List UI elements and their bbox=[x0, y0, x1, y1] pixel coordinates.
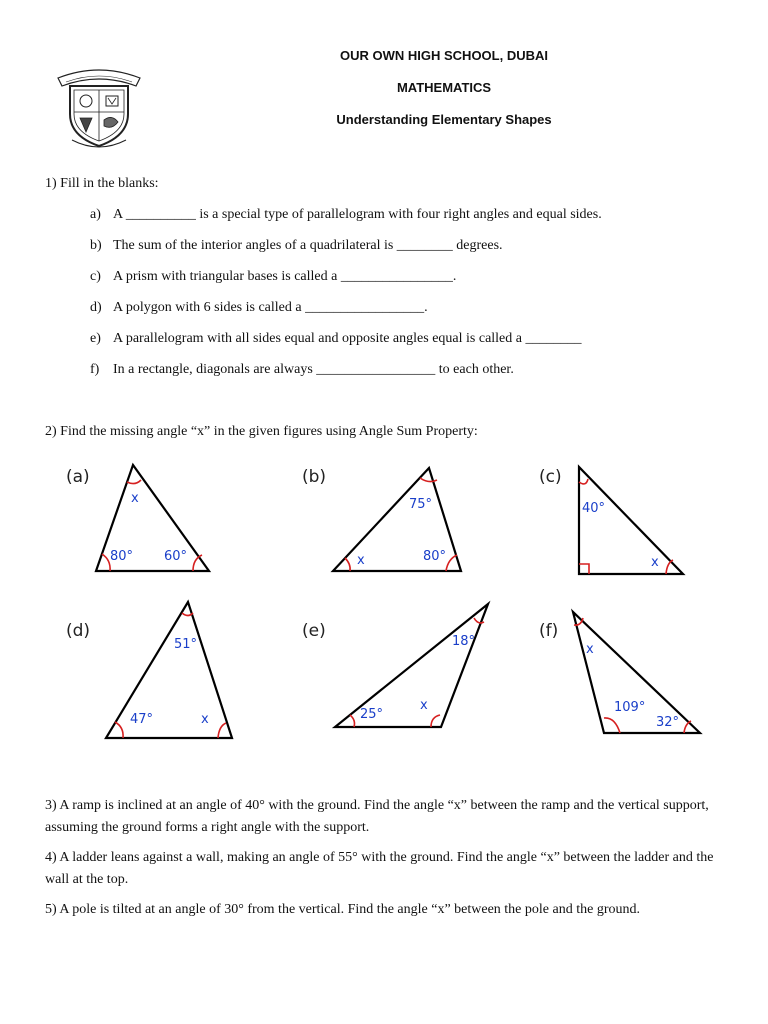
angle-label: 60° bbox=[164, 549, 188, 564]
figure-label-a: (a) bbox=[66, 467, 90, 487]
q4-text: 4) A ladder leans against a wall, making an angle of 55° with the ground. Find the angle “x” between the ladder and the wall at the top. bbox=[45, 850, 714, 887]
angle-arc bbox=[345, 558, 350, 571]
q1-item-f bbox=[90, 362, 514, 378]
triangle-d bbox=[106, 602, 232, 738]
figure-label-b: (b) bbox=[302, 467, 327, 487]
item-label: f) bbox=[90, 362, 100, 377]
figure-label-f: (f) bbox=[539, 621, 559, 641]
triangle-figures bbox=[0, 455, 768, 755]
item-text: A prism with triangular bases is called a ________________. bbox=[113, 269, 457, 284]
angle-arc bbox=[102, 554, 110, 571]
angle-label: 75° bbox=[409, 497, 433, 512]
topic-title: Understanding Elementary Shapes bbox=[336, 112, 552, 127]
angle-label: x bbox=[420, 698, 428, 713]
item-text: A parallelogram with all sides equal and opposite angles equal is called a ________ bbox=[113, 331, 582, 346]
q3-text: 3) A ramp is inclined at an angle of 40° with the ground. Find the angle “x” between the ramp and the vertical support, assuming the ground forms a right angle with the support. bbox=[45, 798, 709, 835]
q1-item-e bbox=[90, 331, 582, 347]
angle-arc bbox=[350, 715, 355, 727]
item-label: b) bbox=[90, 238, 102, 253]
school-name: OUR OWN HIGH SCHOOL, DUBAI bbox=[340, 48, 548, 63]
item-label: e) bbox=[90, 331, 101, 346]
item-label: a) bbox=[90, 207, 101, 222]
q1-item-d bbox=[90, 300, 428, 316]
angle-label: x bbox=[201, 712, 209, 727]
q1-item-b bbox=[90, 238, 503, 254]
angle-label: 80° bbox=[110, 549, 134, 564]
angle-arc bbox=[431, 715, 440, 727]
angle-label: x bbox=[357, 553, 365, 568]
school-crest-icon bbox=[52, 60, 146, 152]
angle-label: 18° bbox=[452, 634, 476, 649]
angle-label: 40° bbox=[582, 501, 606, 516]
triangle-e bbox=[335, 604, 488, 727]
figure-label-e: (e) bbox=[302, 621, 326, 641]
angle-label: 47° bbox=[130, 712, 154, 727]
angle-arc bbox=[218, 723, 226, 738]
figure-label-c: (c) bbox=[539, 467, 562, 487]
angle-label: x bbox=[586, 642, 594, 657]
q5-text: 5) A pole is tilted at an angle of 30° from the vertical. Find the angle “x” between the pole and the ground. bbox=[45, 902, 640, 917]
angle-arc bbox=[579, 479, 588, 484]
angle-arc bbox=[193, 555, 202, 571]
angle-label: x bbox=[651, 555, 659, 570]
figure-label-d: (d) bbox=[66, 621, 91, 641]
angle-label: x bbox=[131, 491, 139, 506]
angle-label: 25° bbox=[360, 707, 384, 722]
item-text: The sum of the interior angles of a quadrilateral is ________ degrees. bbox=[113, 238, 503, 253]
item-label: d) bbox=[90, 300, 102, 315]
q1-title: 1) Fill in the blanks: bbox=[45, 176, 159, 191]
q1-item-c bbox=[90, 269, 456, 285]
item-text: A polygon with 6 sides is called a _________________. bbox=[113, 300, 428, 315]
angle-label: 109° bbox=[614, 700, 646, 715]
q2-title: 2) Find the missing angle “x” in the given figures using Angle Sum Property: bbox=[45, 424, 478, 439]
angle-label: 51° bbox=[174, 637, 198, 652]
item-label: c) bbox=[90, 269, 101, 284]
angle-label: 32° bbox=[656, 715, 680, 730]
item-text: A __________ is a special type of parallelogram with four right angles and equal sides. bbox=[113, 207, 602, 222]
angle-arc bbox=[115, 722, 123, 738]
q1-item-a bbox=[90, 207, 602, 223]
angle-arc bbox=[420, 478, 437, 482]
angle-arc bbox=[127, 480, 141, 484]
angle-arc bbox=[446, 555, 457, 571]
subject-title: MATHEMATICS bbox=[396, 80, 492, 95]
angle-label: 80° bbox=[423, 549, 447, 564]
angle-arc bbox=[579, 564, 589, 574]
angle-arc bbox=[604, 718, 620, 733]
triangle-c bbox=[579, 467, 683, 574]
item-text: In a rectangle, diagonals are always _________________ to each other. bbox=[113, 362, 514, 377]
